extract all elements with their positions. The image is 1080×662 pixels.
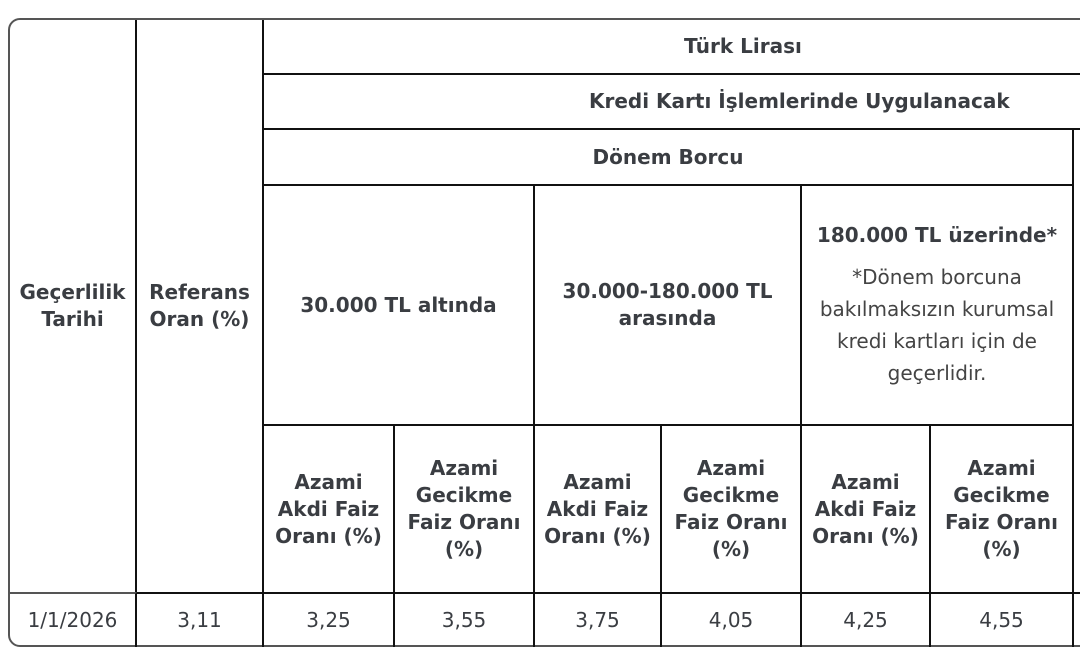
header-credit-card <box>264 73 1080 128</box>
cell-value: 3,75 <box>535 592 662 647</box>
sub-late-rate-3: Azami Gecikme Faiz Oranı (%) <box>931 424 1074 592</box>
band-30000-180000: 30.000-180.000 TL arasında <box>535 184 802 424</box>
cell-value: 4,05 <box>662 592 802 647</box>
credit-card-label: Kredi Kartı İşlemlerinde Uygulanacak <box>589 89 1010 113</box>
header-period-debt: Dönem Borcu <box>264 128 1074 184</box>
cell-value: 4,55 <box>931 592 1074 647</box>
sub-contract-rate-1: Azami Akdi Faiz Oranı (%) <box>264 424 395 592</box>
sub-contract-rate-2: Azami Akdi Faiz Oranı (%) <box>535 424 662 592</box>
currency-label: Türk Lirası <box>684 34 802 58</box>
header-date: Geçerlilik Tarihi <box>10 20 137 592</box>
header-currency <box>264 20 1080 73</box>
sub-late-rate-1: Azami Gecikme Faiz Oranı (%) <box>395 424 535 592</box>
credit-card-rates-table <box>8 18 1080 647</box>
sub-late-rate-2: Azami Gecikme Faiz Oranı (%) <box>662 424 802 592</box>
header-reference-rate: Referans Oran (%) <box>137 20 264 592</box>
band-over-180000 <box>802 184 1074 424</box>
band-over-180000-label: 180.000 TL üzerinde* <box>816 222 1058 247</box>
cell-value: 4,25 <box>802 592 931 647</box>
cell-date: 1/1/2026 <box>10 592 137 647</box>
cell-clipped <box>1074 592 1080 649</box>
cell-value: 3,55 <box>395 592 535 647</box>
band-under-30000: 30.000 TL altında <box>264 184 535 424</box>
sub-contract-rate-3: Azami Akdi Faiz Oranı (%) <box>802 424 931 592</box>
band-note: *Dönem borcuna bakılmaksızın kurumsal kredi kartları için de geçerlidir. <box>819 264 1055 385</box>
clipped-column <box>1074 128 1080 594</box>
cell-reference-rate: 3,11 <box>137 592 264 647</box>
cell-value: 3,25 <box>264 592 395 647</box>
